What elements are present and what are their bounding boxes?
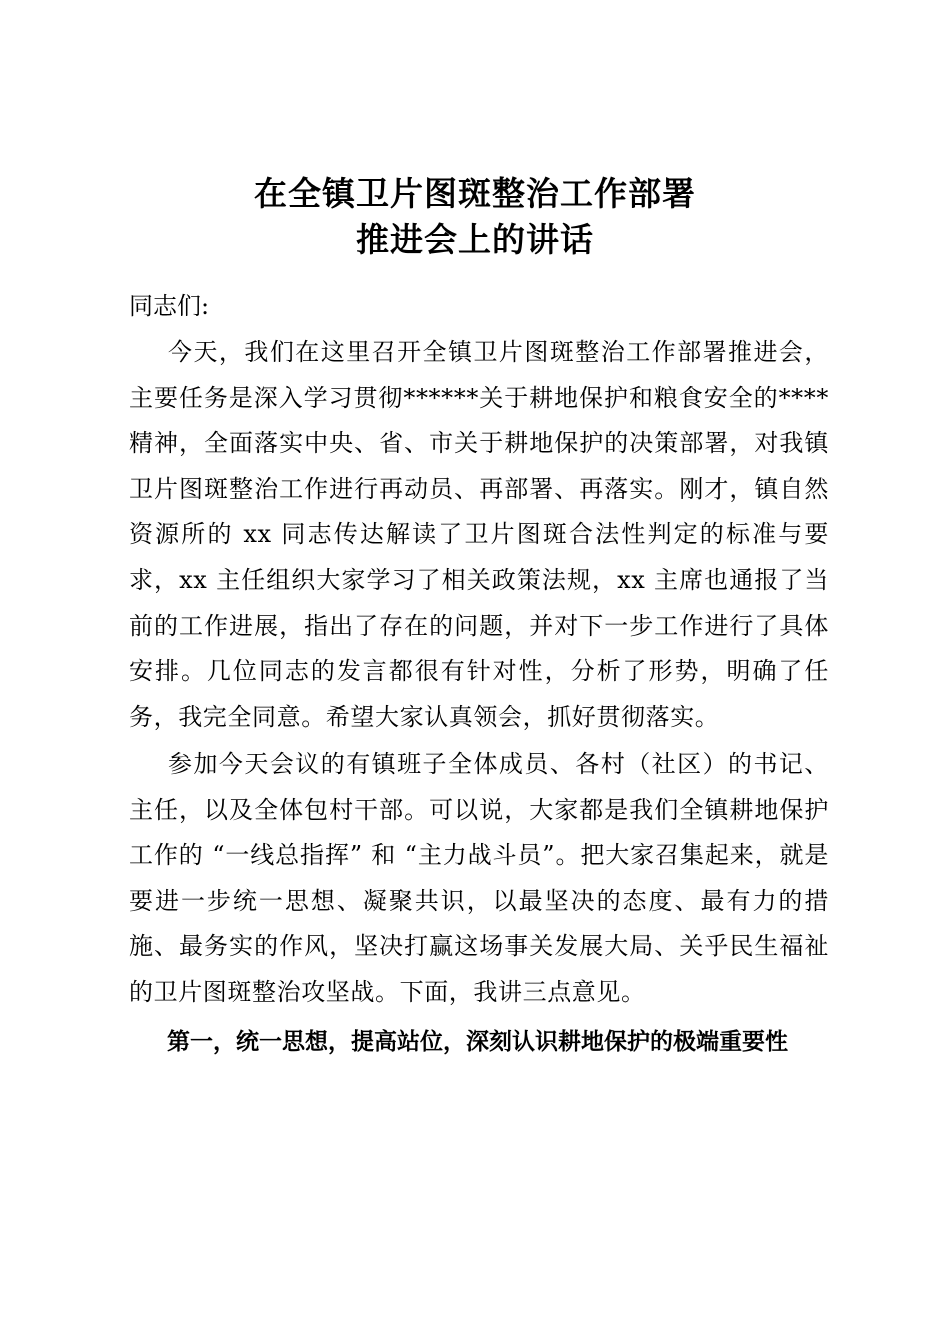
section-heading-1: 第一，统一思想，提高站位，深刻认识耕地保护的极端重要性 [167, 1029, 788, 1055]
body-paragraph-2: 参加今天会议的有镇班子全体成员、各村（社区）的书记、主任，以及全体包村干部。可以说，大家都是我们全镇耕地保护工作的 “一线总指挥” 和 “主力战斗员”。把大家召集起来，就是要进一步统一思想、凝聚共识，以最坚决的态度、最有力的措施、最务实的作风，坚决打赢这场事关发展大局、关乎民生福祉的卫片图斑整治攻坚战。下面，我讲三点意见。 [129, 750, 829, 1006]
salutation: 同志们: [129, 292, 210, 320]
document-title-line-2: 推进会上的讲话 [356, 220, 594, 259]
body-paragraph-1: 今天，我们在这里召开全镇卫片图斑整治工作部署推进会，主要任务是深入学习贯彻******关于耕地保护和粮食安全的****精神，全面落实中央、省、市关于耕地保护的决策部署，对我镇卫片图斑整治工作进行再动员、再部署、再落实。刚才，镇自然资源所的 xx 同志传达解读了卫片图斑合法性判定的标准与要求，xx 主任组织大家学习了相关政策法规，xx 主席也通报了当前的工作进展，指出了存在的问题，并对下一步工作进行了具体安排。几位同志的发言都很有针对性，分析了形势，明确了任务，我完全同意。希望大家认真领会，抓好贯彻落实。 [129, 338, 829, 731]
document-title-line-1: 在全镇卫片图斑整治工作部署 [254, 174, 696, 213]
